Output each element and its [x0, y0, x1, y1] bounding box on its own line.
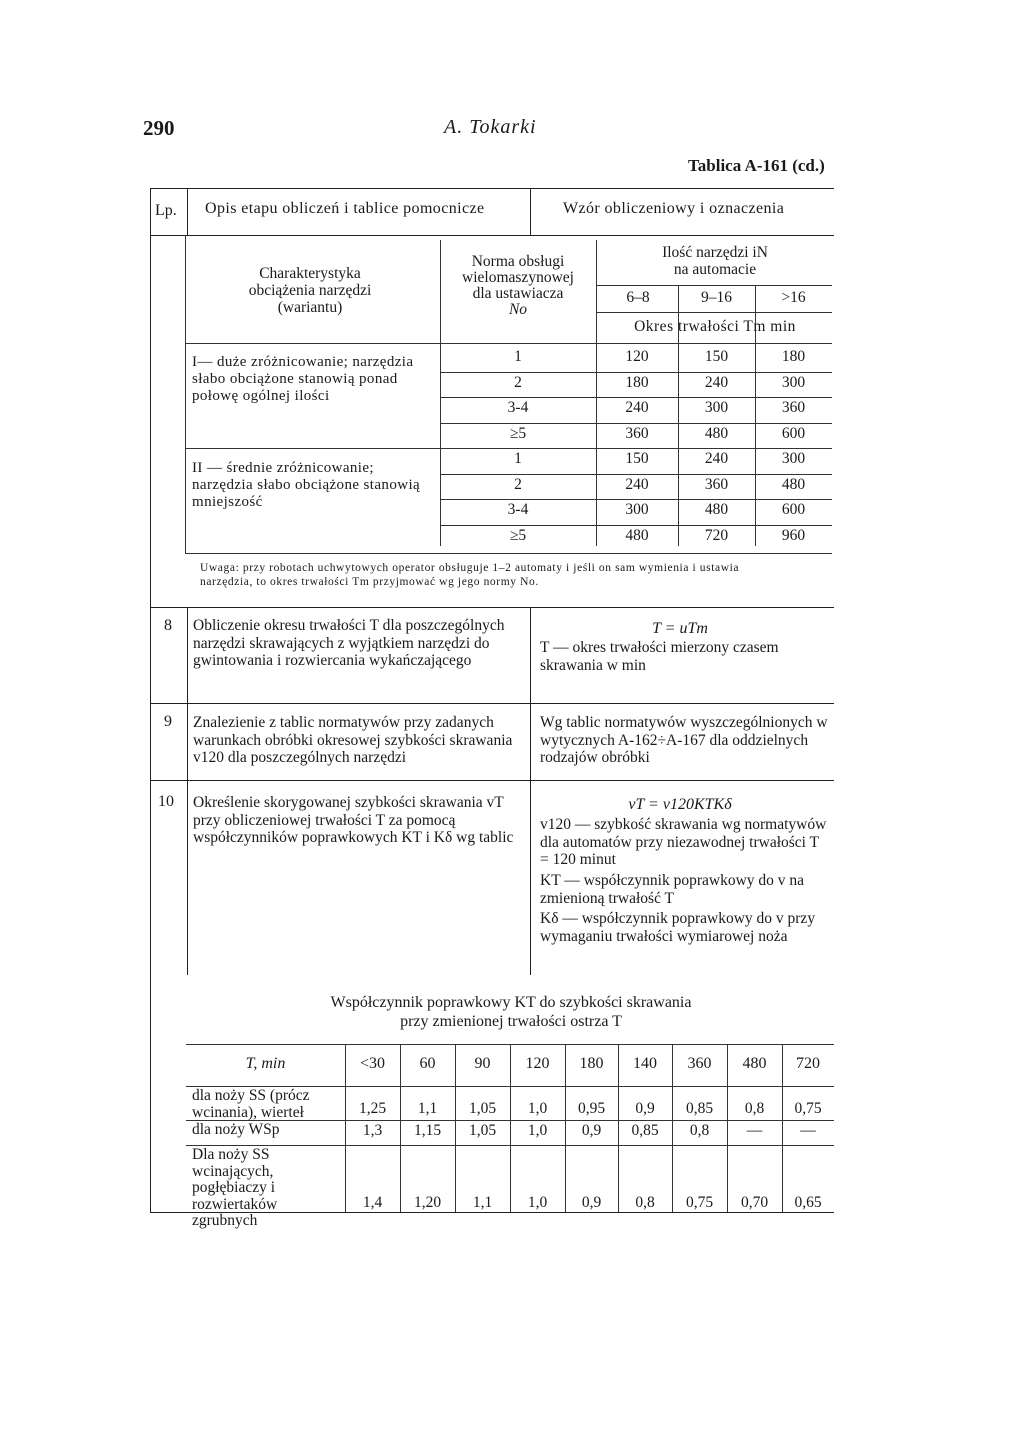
- inner-row-7-value-3: 600: [781, 501, 806, 518]
- coef-header-value-1: <30: [359, 1055, 386, 1072]
- lp-divider: [187, 188, 188, 235]
- inner-head-norma: [445, 254, 591, 318]
- step-10-rule: [150, 780, 834, 781]
- step-8-description: Obliczenie okresu trwałości T dla poszczególnych narzędzi skrawających z wyjątkiem narzędzi do gwintowania i rozwiercania wykańczającego: [193, 617, 505, 669]
- inner-row-5-value-2: 240: [704, 450, 729, 467]
- coef-row-2-value-9: —: [800, 1122, 816, 1139]
- inner-head-norma-l4: No: [508, 301, 528, 318]
- step-9-explanation: Wg tablic normatywów wyszczególnionych w wytycznych A-162÷A-167 dla oddzielnych rodzajów obróbki: [540, 714, 828, 766]
- coef-row-3-value-3: 1,1: [472, 1194, 493, 1211]
- running-head-author: A. Tokarki: [444, 116, 537, 138]
- coef-header-value-4: 120: [525, 1055, 550, 1072]
- coef-row-1-value-1: 1,25: [358, 1100, 387, 1117]
- inner-head-ilosc-l1: Ilość narzędzi iN: [662, 244, 768, 261]
- coef-row-3-value-8: 0,70: [740, 1194, 769, 1211]
- inner-row-3-tool-count: 3-4: [507, 399, 529, 416]
- column-header-description: Opis etapu obliczeń i tablice pomocnicze: [205, 200, 485, 217]
- inner-head-norma-l3: dla ustawiacza: [472, 285, 564, 302]
- coef-table-title-l1: Współczynnik poprawkowy KT do szybkości skrawania: [330, 994, 692, 1011]
- inner-head-characteristics-l2: obciążenia narzędzi: [248, 282, 372, 299]
- coef-header-value-8: 480: [742, 1055, 767, 1072]
- inner-left-border: [185, 235, 186, 553]
- coef-row-3-value-1: 1,4: [362, 1194, 383, 1211]
- table-caption: Tablica A-161 (cd.): [688, 156, 825, 175]
- inner-row-8-tool-count: ≥5: [509, 526, 527, 544]
- inner-row-2-tool-count: 2: [514, 373, 522, 391]
- coef-row-3-value-4: 1,0: [527, 1194, 548, 1211]
- inner-row-6-value-1: 240: [625, 475, 649, 493]
- inner-row-6-tool-count: 2: [514, 475, 522, 493]
- inner-row-6-value-2: 360: [704, 475, 729, 493]
- inner-row-rule: [440, 423, 832, 424]
- inner-subcol-2: 9–16: [701, 289, 732, 306]
- inner-subcol-1: 6–8: [626, 289, 650, 306]
- coef-row-3-value-7: 0,75: [685, 1194, 714, 1211]
- step-8-formula: T = uTm: [652, 620, 708, 637]
- inner-head-characteristics-l1: Charakterystyka: [259, 265, 361, 282]
- inner-row-rule: [440, 372, 832, 373]
- inner-row-5-value-3: 300: [781, 450, 806, 467]
- inner-row-2-value-1: 180: [625, 373, 649, 391]
- coef-row-1-value-2: 1,1: [417, 1100, 438, 1117]
- inner-row-4-tool-count: ≥5: [509, 424, 527, 442]
- coef-header-value-7: 360: [687, 1055, 712, 1072]
- step-9-number: 9: [164, 713, 172, 730]
- page-number: 290: [143, 116, 175, 140]
- inner-row-2-value-2: 240: [704, 373, 729, 391]
- coef-row-1-value-4: 1,0: [527, 1100, 548, 1117]
- coef-table-title: [186, 993, 836, 1031]
- coef-header-label: T, min: [245, 1055, 286, 1072]
- coef-header-value-2: 60: [419, 1055, 436, 1072]
- coef-row-1-value-9: 0,75: [794, 1100, 822, 1117]
- step-9-description: Znalezienie z tablic normatywów przy zadanych warunkach obróbki okresowej szybkości skrawania v120 dla poszczególnych narzędzi: [193, 714, 513, 766]
- steps-lp-divider: [187, 607, 188, 975]
- inner-row-4-value-1: 360: [625, 424, 649, 442]
- step-10-description: Określenie skorygowanej szybkości skrawania vT przy obliczeniowej trwałości T za pomocą współczynników poprawkowych KT i Kδ wg tablic: [193, 794, 514, 846]
- coef-row-1-value-8: 0,8: [744, 1100, 765, 1117]
- inner-row-7-value-2: 480: [704, 501, 729, 518]
- formula-divider: [530, 188, 531, 235]
- inner-row-7-value-1: 300: [625, 501, 649, 518]
- inner-row-8-value-1: 480: [625, 526, 649, 544]
- coef-header-value-6: 140: [633, 1055, 657, 1072]
- inner-head-characteristics-l3: (wariantu): [277, 299, 343, 316]
- column-header-lp: Lp.: [155, 202, 177, 219]
- coef-row-3-label: Dla noży SS wcinających, pogłębiaczy i rozwiertaków zgrubnych: [192, 1146, 278, 1229]
- steps-formula-divider: [530, 607, 531, 975]
- inner-row-1-tool-count: 1: [514, 348, 522, 365]
- note-line-1: Uwaga: przy robotach uchwytowych operator obsługuje 1–2 automaty i jeśli on sam wymienia i ustawia: [200, 562, 740, 574]
- coef-row-3-value-9: 0,65: [794, 1194, 822, 1211]
- left-border: [150, 188, 151, 1213]
- inner-subcol-3: >16: [781, 289, 806, 306]
- coef-row-1-value-3: 1,05: [468, 1100, 497, 1117]
- inner-row-3-value-2: 300: [704, 399, 729, 416]
- inner-row-rule: [440, 474, 832, 475]
- coef-row-2-value-6: 0,85: [631, 1122, 659, 1139]
- step-10-explanation-3: Kδ — współczynnik poprawkowy do v przy wymaganiu trwałości wymiarowej noża: [540, 910, 816, 945]
- step-8-number: 8: [164, 617, 172, 634]
- coef-row-2-value-8: —: [746, 1122, 763, 1139]
- inner-row-2-value-3: 300: [781, 373, 806, 391]
- coef-header-value-5: 180: [579, 1055, 604, 1072]
- inner-row-rule: [440, 525, 832, 526]
- coef-row-3-value-2: 1,20: [413, 1194, 442, 1211]
- step-8-explanation: T — okres trwałości mierzony czasem skrawania w min: [540, 639, 779, 674]
- inner-okres-rule: [596, 312, 832, 313]
- inner-head-characteristics: [230, 265, 390, 316]
- inner-row-5-tool-count: 1: [514, 450, 522, 467]
- step-8-rule: [150, 607, 834, 608]
- step-10-explanation-1: v120 — szybkość skrawania wg normatywów dla automatów przy niezawodnej trwałości T = 120 minut: [540, 816, 827, 868]
- inner-head-norma-l1: Norma obsługi: [471, 253, 565, 270]
- coef-row-2-value-4: 1,0: [527, 1122, 548, 1139]
- note-rule-top: [185, 553, 832, 554]
- inner-ilosc-rule: [596, 285, 832, 286]
- variant-separator-rule: [185, 448, 440, 449]
- inner-row-5-value-1: 150: [625, 450, 649, 467]
- header-rule: [150, 235, 834, 236]
- inner-row-rule: [440, 448, 832, 449]
- step-10-formula: vT = v120KTKδ: [628, 796, 732, 813]
- inner-row-3-value-3: 360: [781, 399, 806, 416]
- inner-row-1-value-3: 180: [781, 348, 806, 365]
- coef-row-1-value-7: 0,85: [685, 1100, 714, 1117]
- inner-head-okres: Okres trwałości Tm min: [634, 318, 796, 335]
- variant-1-description: I— duże zróżnicowanie; narzędzia słabo obciążone stanowią ponad połowę ogólnej ilości: [192, 354, 414, 404]
- inner-head-norma-l2: wielomaszynowej: [462, 269, 574, 286]
- coef-header-value-9: 720: [796, 1055, 820, 1072]
- coef-row-2-value-5: 0,9: [581, 1122, 602, 1139]
- inner-head-ilosc: [600, 244, 830, 278]
- coef-row-2-value-2: 1,15: [413, 1122, 442, 1139]
- inner-head-rule: [185, 343, 832, 344]
- coef-row-1-value-6: 0,9: [635, 1100, 655, 1117]
- coef-row-1-value-5: 0,95: [577, 1100, 606, 1117]
- coef-row-2-value-1: 1,3: [362, 1122, 383, 1139]
- column-header-formula: Wzór obliczeniowy i oznaczenia: [563, 200, 785, 217]
- variant-2-description: II — średnie zróżnicowanie; narzędzia słabo obciążone stanowią mniejszość: [192, 460, 421, 510]
- inner-row-7-tool-count: 3-4: [507, 501, 529, 518]
- inner-row-6-value-3: 480: [781, 475, 806, 493]
- inner-head-ilosc-l2: na automacie: [673, 261, 757, 278]
- inner-row-4-value-3: 600: [781, 424, 806, 442]
- step-9-rule: [150, 703, 834, 704]
- coef-table-title-l2: przy zmienionej trwałości ostrza T: [400, 1013, 622, 1030]
- coef-header-value-3: 90: [474, 1055, 491, 1072]
- inner-row-8-value-2: 720: [704, 526, 729, 544]
- step-10-explanation-2: KT — współczynnik poprawkowy do v na zmienioną trwałość T: [540, 872, 805, 907]
- inner-row-rule: [440, 397, 832, 398]
- coef-row-3-value-6: 0,8: [635, 1194, 655, 1211]
- coef-row-3-value-5: 0,9: [581, 1194, 602, 1211]
- bottom-rule: [150, 1212, 834, 1213]
- coef-row-1-label: dla noży SS (prócz wcinania), wierteł: [192, 1087, 310, 1121]
- coef-row-2-value-3: 1,05: [468, 1122, 497, 1139]
- coef-row-2-label: dla noży WSp: [192, 1121, 280, 1138]
- inner-row-rule: [440, 499, 832, 500]
- note-line-2: narzędzia, to okres trwałości Tm przyjmować wg jego normy No.: [200, 576, 539, 588]
- inner-row-1-value-2: 150: [704, 348, 729, 365]
- inner-row-8-value-3: 960: [781, 526, 806, 544]
- step-10-number: 10: [158, 793, 174, 810]
- inner-row-1-value-1: 120: [625, 348, 649, 365]
- inner-row-4-value-2: 480: [704, 424, 729, 442]
- coef-row-2-value-7: 0,8: [689, 1122, 710, 1139]
- top-rule: [150, 188, 834, 189]
- inner-row-3-value-1: 240: [625, 399, 649, 416]
